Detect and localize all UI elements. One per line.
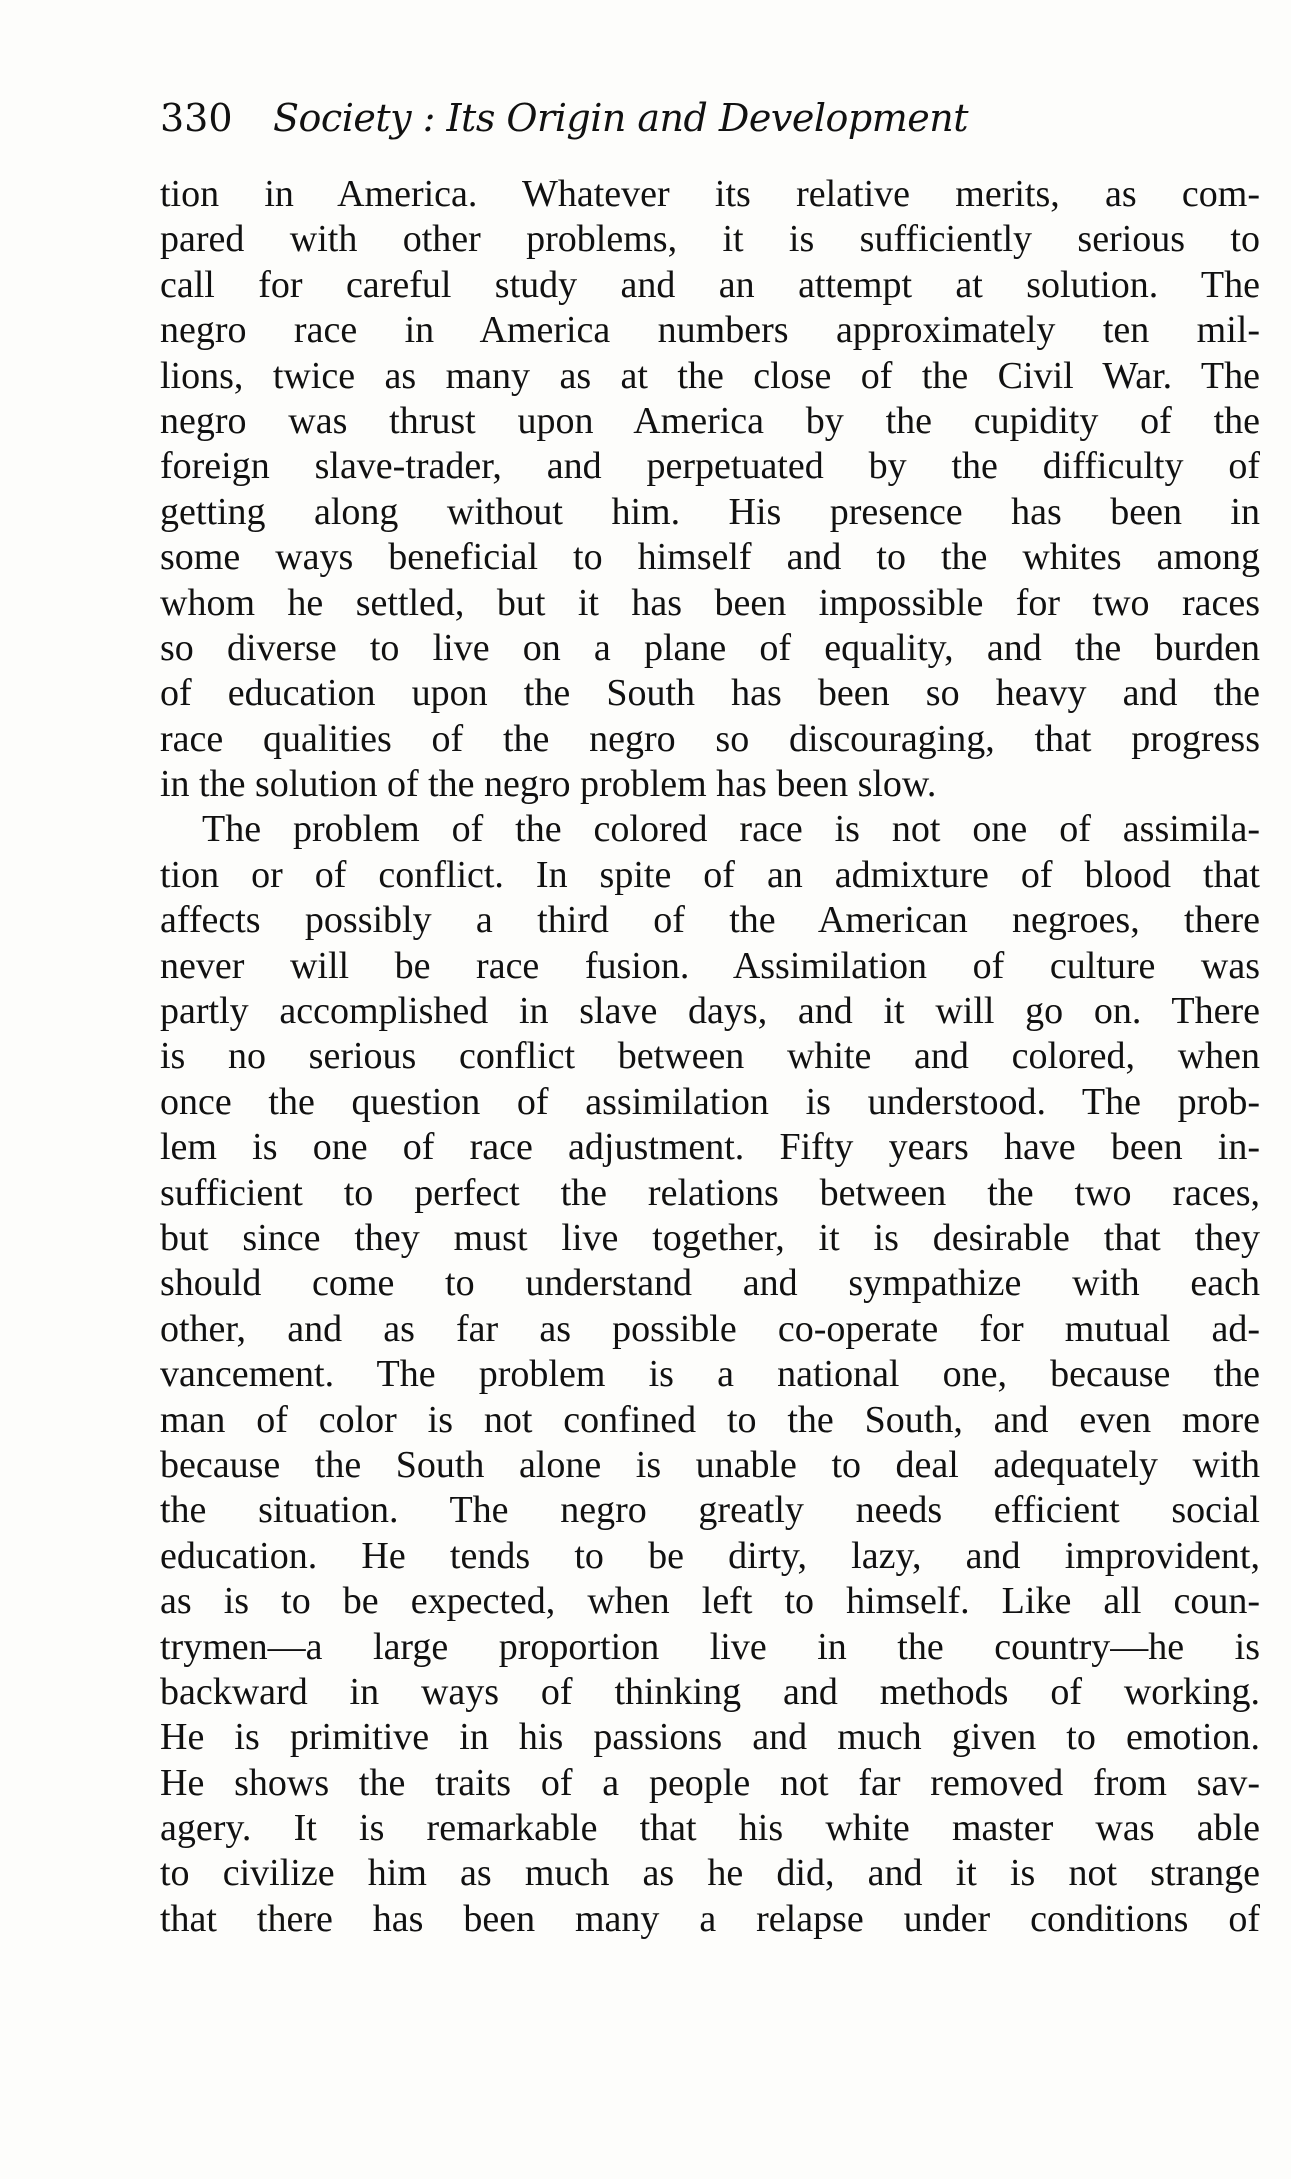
text-line: that there has been many a relapse under conditions of [160,1897,1260,1940]
text-line: partly accomplished in slave days, and it will go on. There [160,990,1260,1033]
paragraph-start-line: The problem of the colored race is not one of assimila- [202,808,1260,851]
text-line: because the South alone is unable to deal adequately with [160,1443,1260,1486]
page-header [160,88,1270,148]
text-line: negro race in America numbers approximately ten mil- [160,309,1260,352]
text-line: backward in ways of thinking and methods of working. [160,1670,1260,1713]
text-line: negro was thrust upon America by the cupidity of the [160,399,1260,442]
paragraph-end-line: in the solution of the negro problem has been slow. [160,763,937,806]
text-line: sufficient to perfect the relations between the two races, [160,1171,1260,1214]
text-line: getting along without him. His presence has been in [160,490,1260,533]
text-line: education. He tends to be dirty, lazy, and improvident, [160,1534,1260,1577]
text-line: is no serious conflict between white and colored, when [160,1035,1260,1078]
text-line: as is to be expected, when left to himself. Like all coun- [160,1580,1260,1623]
text-line: the situation. The negro greatly needs efficient social [160,1489,1260,1532]
text-line: pared with other problems, it is sufficiently serious to [160,218,1260,261]
text-line: to civilize him as much as he did, and it is not strange [160,1852,1260,1895]
text-line: so diverse to live on a plane of equality, and the burden [160,626,1260,669]
text-line: affects possibly a third of the American negroes, there [160,899,1260,942]
text-line: lions, twice as many as at the close of the Civil War. The [160,354,1260,397]
text-line: lem is one of race adjustment. Fifty years have been in- [160,1126,1260,1169]
text-line: race qualities of the negro so discouraging, that progress [160,717,1260,760]
text-line: man of color is not confined to the South, and even more [160,1398,1260,1441]
text-line: whom he settled, but it has been impossible for two races [160,581,1260,624]
text-line: tion or of conflict. In spite of an admixture of blood that [160,853,1260,896]
text-line: should come to understand and sympathize with each [160,1262,1260,1305]
text-line: once the question of assimilation is understood. The prob- [160,1080,1260,1123]
body-text [160,172,1260,1942]
text-line: some ways beneficial to himself and to the whites among [160,536,1260,579]
text-line: tion in America. Whatever its relative merits, as com- [160,173,1260,215]
text-line: never will be race fusion. Assimilation of culture was [160,944,1260,987]
text-line: trymen—a large proportion live in the country—he is [160,1625,1260,1668]
text-line: other, and as far as possible co-operate for mutual ad- [160,1307,1260,1350]
text-line: agery. It is remarkable that his white master was able [160,1807,1260,1850]
text-line: vancement. The problem is a national one, because the [160,1353,1260,1396]
text-line: He is primitive in his passions and much given to emotion. [160,1716,1260,1759]
text-line: He shows the traits of a people not far removed from sav- [160,1761,1260,1804]
page-number: 330 [160,96,233,140]
text-line: call for careful study and an attempt at solution. The [160,263,1260,306]
text-line: foreign slave-trader, and perpetuated by the difficulty of [160,445,1260,488]
running-title: Society : Its Origin and Development [273,96,968,140]
text-line: of education upon the South has been so heavy and the [160,672,1260,715]
text-line: but since they must live together, it is desirable that they [160,1216,1260,1259]
